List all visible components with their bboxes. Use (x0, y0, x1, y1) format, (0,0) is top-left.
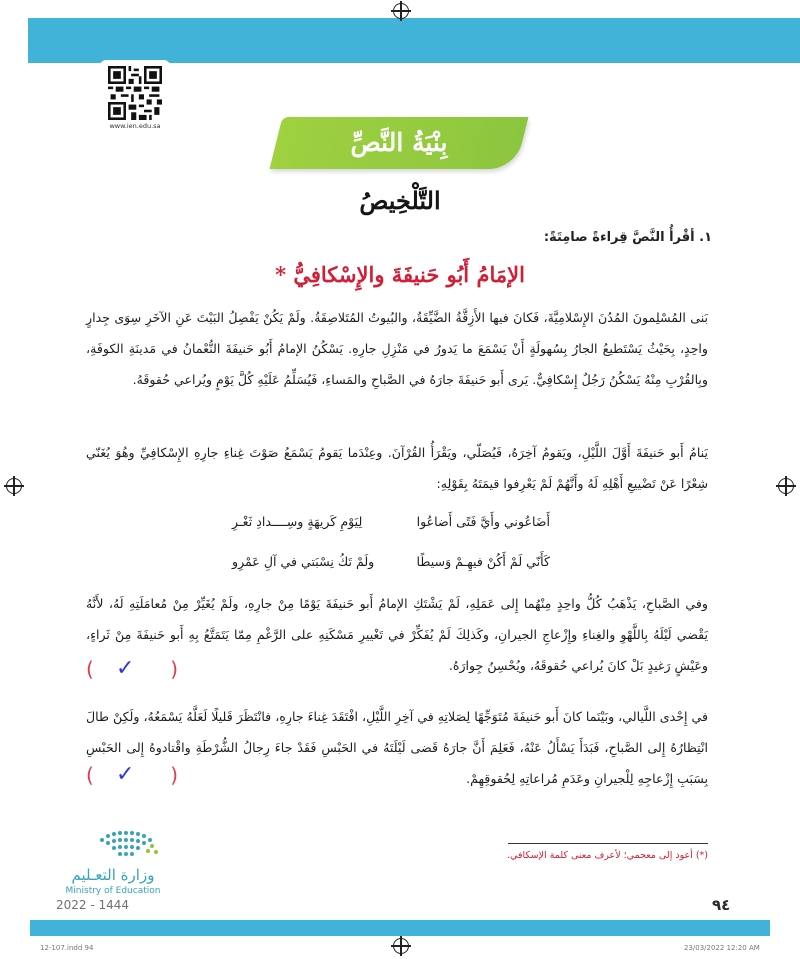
bracket-open: ( (86, 763, 94, 787)
checkmark-icon: ✓ (116, 762, 135, 787)
footnote: (*) أعود إلى معجمي؛ لأعرف معنى كلمة الإسكافي. (507, 850, 708, 861)
answer-box[interactable] (86, 764, 178, 786)
registration-mark-icon (778, 478, 794, 494)
print-date-info: 23/03/2022 12:20 AM (684, 944, 760, 952)
top-color-band (28, 18, 800, 63)
registration-mark-icon (393, 3, 409, 19)
poem-verse: لِيَوْمِ كَريهَةٍ وسِــــدادِ ثَغْـرِ (232, 514, 363, 529)
footnote-divider (508, 843, 708, 844)
bottom-color-band (30, 920, 770, 936)
page-number: ٩٤ (712, 896, 731, 914)
story-title: الإمَامُ أَبُو حَنيفَةَ والإِسْكافِيُّ * (275, 262, 525, 287)
qr-code-icon (108, 66, 162, 120)
registration-mark-icon (6, 478, 22, 494)
banner-title: بِنْيَةُ النَّصِّ (350, 128, 448, 157)
poem-verse: ولَمْ تَكُ نِسْبَتي في آلِ عَمْرِو (232, 554, 375, 569)
edition-year: 2022 - 1444 (56, 898, 130, 912)
registration-mark-icon (393, 938, 409, 954)
section-title: التَّلْخِيصُ (359, 186, 441, 215)
bracket-close: ) (170, 657, 178, 681)
story-paragraph: بَنى المُسْلِمونَ المُدُنَ الإِسْلامِيَّةَ، فَكانَ فيها الأَزِقَّةُ الضَّيِّقَةُ، والبُيوتُ المُتَلاصِقَةُ. ولَمْ يَكُنْ يَفْصِلُ البَيْتَ عَنِ الآخَرِ سِوَى جِدارٍ واحِدٍ، بِحَيْثُ يَسْتَطيعُ الجارُ بِسُهولَةٍ أَنْ يَسْمَعَ ما يَدورُ في مَنْزِلِ جارِهِ. يَسْكُنُ الإمامُ أَبُو حَنيفَةَ النُّعْمانُ في مَدينَةِ الكوفَةِ، وبِالقُرْبِ مِنْهُ يَسْكُنُ رَجُلٌ إِسْكافِيٌّ. يَرى أَبو حَنيفَةَ جارَهُ في الصَّباحِ والمَساءِ، فَيُسَلِّمُ عَلَيْهِ كُلَّ يَوْمٍ ويُراعي حُقوقَهُ. (86, 310, 708, 387)
ministry-name-english: Ministry of Education (65, 886, 161, 896)
bracket-open: ( (86, 657, 94, 681)
checkmark-icon: ✓ (116, 656, 135, 681)
story-paragraph: يَنامُ أَبو حَنيفَةَ أَوَّلَ اللَّيْلِ، ويَقومُ آخِرَهُ، فَيُصَلّي، ويَقْرَأُ القُرْآنَ. وعِنْدَما يَقومُ يَسْمَعُ صَوْتَ غِناءِ جارِهِ الإِسْكافِيِّ وهُوَ يُغَنّي شِعْرًا عَنْ تَضْييعِ أَهْلِهِ لَهُ وأَنَّهُمْ لَمْ يَعْرِفوا قيمَتَهُ بِقَوْلِهِ: (86, 445, 708, 491)
qr-code-card[interactable] (100, 60, 170, 132)
bracket-close: ) (170, 763, 178, 787)
print-file-info: 12-107.indd 94 (40, 944, 94, 952)
qr-url: www.ien.edu.sa (109, 122, 161, 130)
ministry-name-arabic: وزارة التعـليم (71, 866, 155, 884)
poem-verse: كَأَنّي لَمْ أَكُنْ فيهِـمْ وَسيطًا (416, 554, 550, 569)
answer-box[interactable] (86, 658, 178, 680)
instruction-text: ١. أقْرأُ النَّصَّ قِراءةً صامِتَةً: (543, 230, 712, 245)
story-paragraph: وفي الصَّباحِ، يَذْهَبُ كُلُّ واحِدٍ مِنْهُما إِلى عَمَلِهِ، لَمْ يَشْتَكِ الإمامُ أَبو حَنيفَةَ يَوْمًا مِنْ جارِهِ، ولَمْ يُغَيِّرْ مِنْ مُعامَلَتِهِ لَهُ، لأَنَّهُ يَقْضي لَيْلَهُ بِاللَّهْوِ والغِناءِ وإِزْعاجِ الجيرانِ، وكَذلِكَ لَمْ يُفَكِّرْ في تَغْييرِ مَسْكَنِهِ على الرَّغْمِ مِمّا يَتَمَتَّعُ بِهِ أَبو حَنيفَةَ مِنْ ثَراءٍ، وعَيْشٍ رَغيدٍ بَلْ كانَ يُراعي حُقوقَهُ، ويُحْسِنُ جِوارَهُ. (86, 596, 708, 673)
story-paragraph: في إِحْدى اللَّيالي، وبَيْنَما كانَ أَبو حَنيفَةَ مُتَوَجِّهًا لِصَلاتِهِ في آخِرِ اللَّيْلِ، افْتَقَدَ غِناءَ جارِهِ، فانْتَظَرَ قَليلًا لَعَلَّهُ يَسْمَعُهُ، ولَكِنْ طالَ انْتِظارُهُ إِلى الصَّباحِ، فَبَدَأَ يَسْأَلُ عَنْهُ، فَعَلِمَ أَنَّ جارَهُ قَضى لَيْلَتَهُ في الحَبْسِ فَقَدْ جاءَ رِجالُ الشُّرْطَةِ واقْتادوهُ إِلى الحَبْسِ بِسَبَبِ إِزْعاجِهِ لِلْجيرانِ وعَدَمِ مُراعاتِهِ لِحُقوقِهِمْ. (86, 709, 708, 786)
poem-verse: أَضَاعُوني وأَيَّ فَتًى أَضاعُوا (416, 514, 550, 529)
